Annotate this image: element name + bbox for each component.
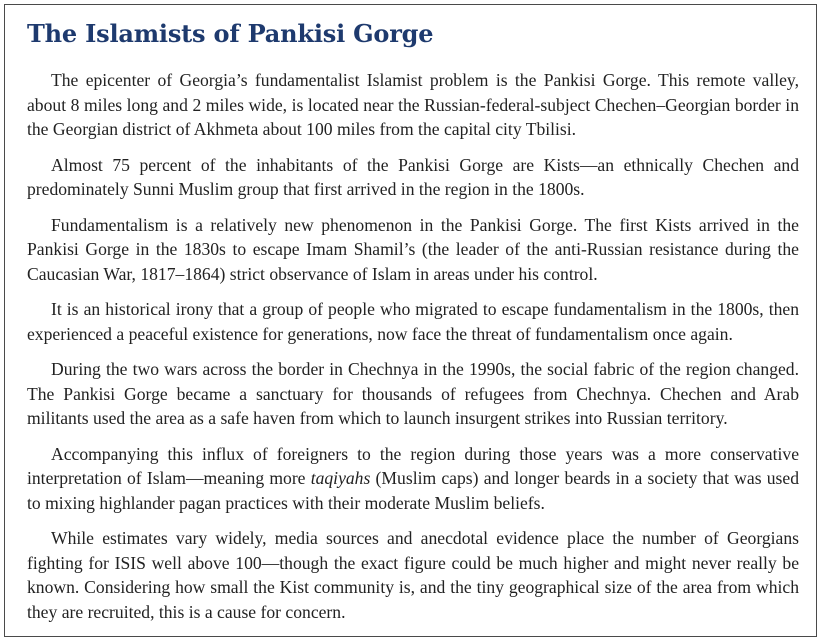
italic-term: taqiyahs	[310, 468, 371, 488]
paragraph: Fundamentalism is a relatively new phenomenon in the Pankisi Gorge. The first Kists arrived in the Pankisi Gorge in the 1830s to escape Imam Shamil’s (the leader of the anti-Russian resistance during the Caucasian War, 1817–1864) strict observance of Islam in areas under his control.	[27, 214, 799, 284]
paragraph	[27, 442, 799, 516]
paragraph: It is an historical irony that a group of people who migrated to escape fundamentalism in the 1800s, then experienced a peaceful existence for generations, now face the threat of fundamentalism once again.	[27, 299, 799, 344]
paragraph-text: Accompanying this influx of foreigners to the region during those years was a more conservative interpretation of Islam—meaning more	[27, 443, 799, 488]
paragraph: Almost 75 percent of the inhabitants of the Pankisi Gorge are Kists—an ethnically Chechen and predominately Sunni Muslim group that first arrived in the region in the 1800s.	[27, 154, 799, 199]
sidebar-box	[4, 4, 817, 637]
paragraph-text: (Muslim caps) and longer beards in a society that was used to mixing highlander pagan practices with their moderate Muslim beliefs.	[27, 468, 799, 513]
sidebar-title: The Islamists of Pankisi Gorge	[27, 19, 434, 48]
paragraph: The epicenter of Georgia’s fundamentalist Islamist problem is the Pankisi Gorge. This remote valley, about 8 miles long and 2 miles wide, is located near the Russian-federal-subject Chechen–Georgian border in the Georgian district of Akhmeta about 100 miles from the capital city Tbilisi.	[27, 70, 799, 139]
paragraph: During the two wars across the border in Chechnya in the 1990s, the social fabric of the region changed. The Pankisi Gorge became a sanctuary for thousands of refugees from Chechnya. Chechen and Arab militants used the area as a safe haven from which to launch insurgent strikes into Russian territory.	[27, 359, 799, 428]
paragraph: While estimates vary widely, media sources and anecdotal evidence place the number of Georgians fighting for ISIS well above 100—though the exact figure could be much higher and might never really be known. Considering how small the Kist community is, and the tiny geographical size of the area from which they are recruited, this is a cause for concern.	[27, 528, 799, 622]
sidebar-body	[27, 68, 799, 624]
